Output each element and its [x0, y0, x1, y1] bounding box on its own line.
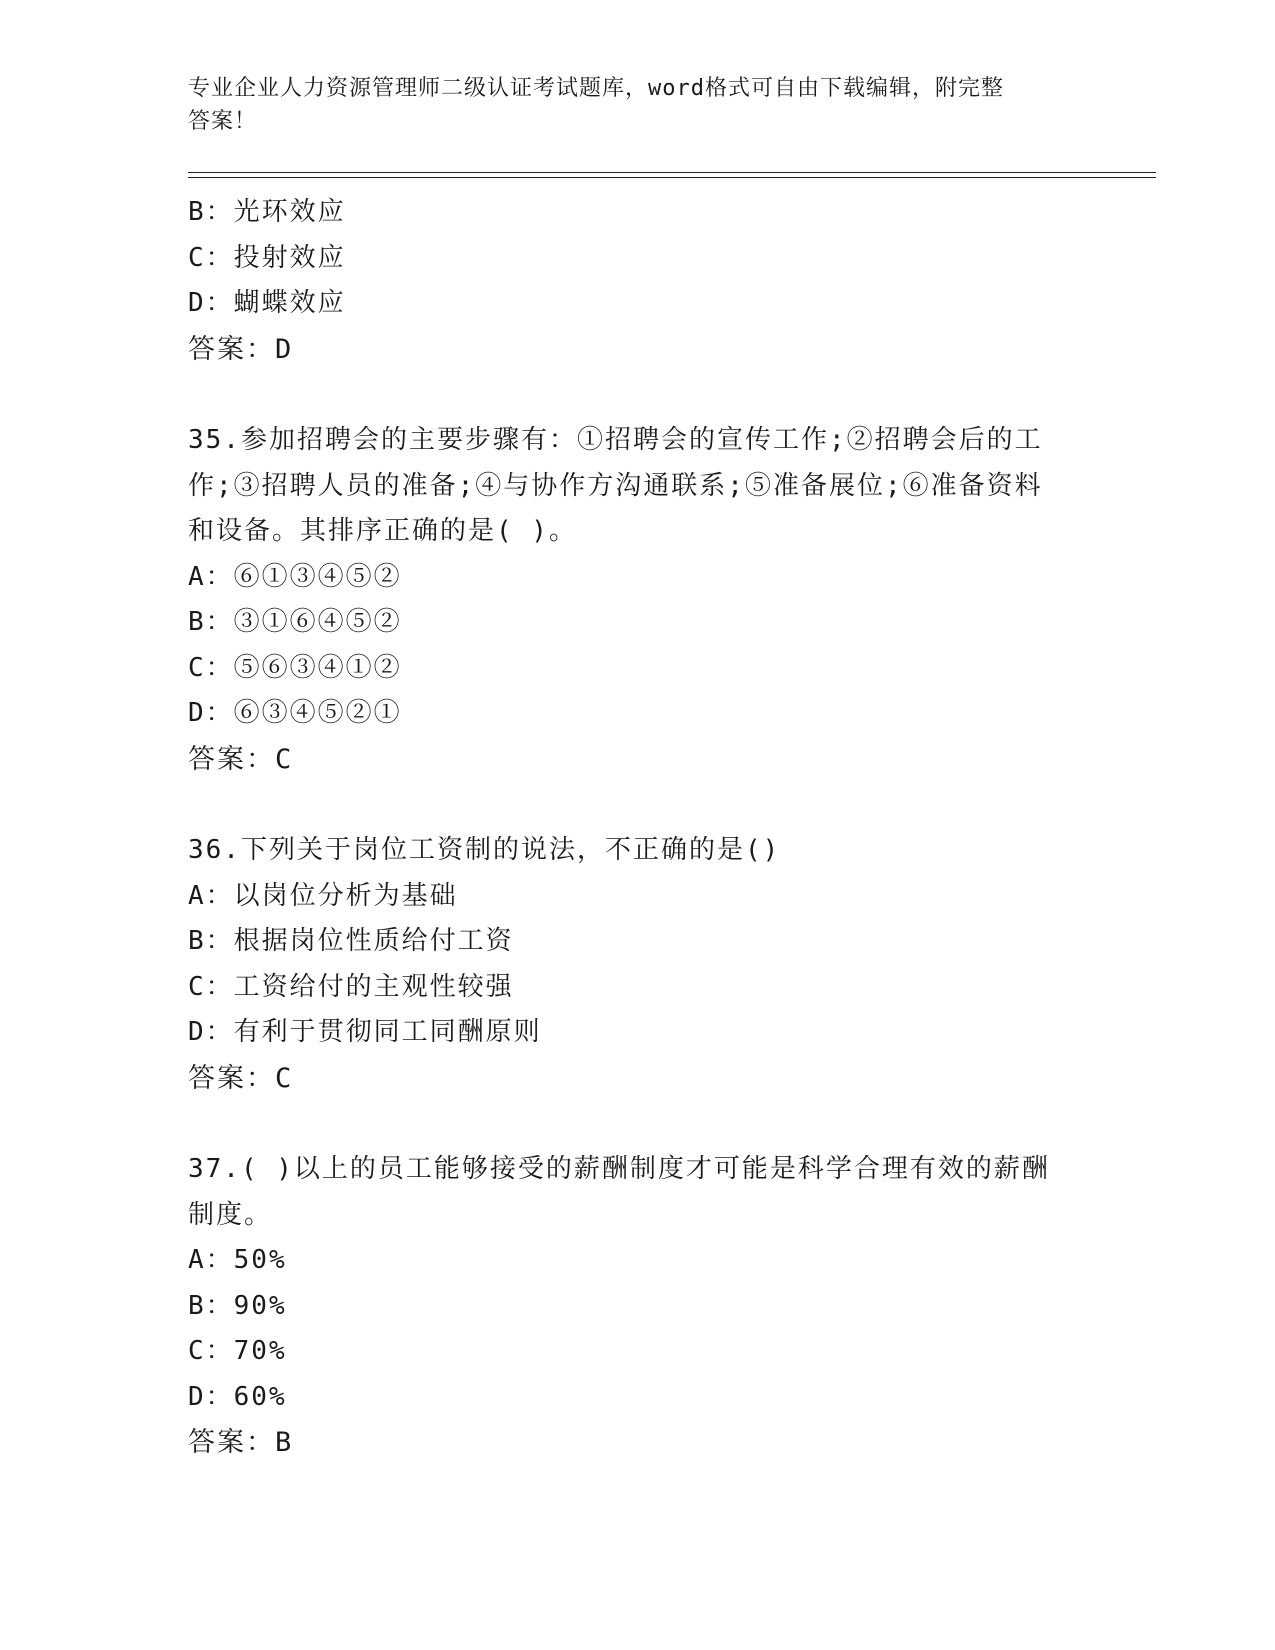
option-d: D：有利于贯彻同工同酬原则 [188, 1017, 542, 1047]
question-text: 35.参加招聘会的主要步骤有：①招聘会的宣传工作;②招聘会后的工 [188, 425, 1043, 455]
option-d: D：60% [188, 1381, 287, 1412]
question-35 [188, 418, 1088, 782]
question-36 [188, 828, 1088, 1101]
option-c: C：⑤⑥③④①② [188, 652, 402, 683]
option-b: B：光环效应 [188, 197, 346, 227]
question-content [188, 190, 1088, 1466]
question-text: 和设备。其排序正确的是( )。 [188, 516, 577, 546]
answer: 答案：C [188, 743, 294, 775]
option-b: B：90% [188, 1290, 287, 1321]
header-divider-top [188, 172, 1156, 173]
option-b: B：根据岗位性质给付工资 [188, 926, 514, 956]
question-text: 36.下列关于岗位工资制的说法，不正确的是() [188, 835, 781, 865]
question-text: 制度。 [188, 1199, 273, 1230]
option-c: C：工资给付的主观性较强 [188, 971, 514, 1002]
question-37 [188, 1147, 1088, 1466]
option-d: D：蝴蝶效应 [188, 288, 346, 318]
option-c: C：70% [188, 1336, 287, 1366]
option-c: C：投射效应 [188, 242, 346, 273]
option-a: A：50% [188, 1245, 287, 1275]
option-d: D：⑥③④⑤②① [188, 698, 402, 728]
answer: 答案：C [188, 1062, 294, 1094]
option-b: B：③①⑥④⑤② [188, 607, 402, 637]
answer: 答案：D [188, 333, 294, 365]
header-divider-bottom [188, 177, 1156, 178]
prev-question [188, 190, 1088, 372]
option-a: A：⑥①③④⑤② [188, 561, 402, 592]
question-text: 37.( )以上的员工能够接受的薪酬制度才可能是科学合理有效的薪酬 [188, 1154, 1050, 1184]
option-a: A：以岗位分析为基础 [188, 880, 458, 911]
answer: 答案：B [188, 1427, 294, 1458]
header-line-2: 答案！ [188, 109, 258, 134]
document-header [188, 72, 1068, 138]
question-text: 作;③招聘人员的准备;④与协作方沟通联系;⑤准备展位;⑥准备资料 [188, 470, 1043, 501]
header-line-1: 专业企业人力资源管理师二级认证考试题库，word格式可自由下载编辑，附完整 [188, 76, 1004, 101]
